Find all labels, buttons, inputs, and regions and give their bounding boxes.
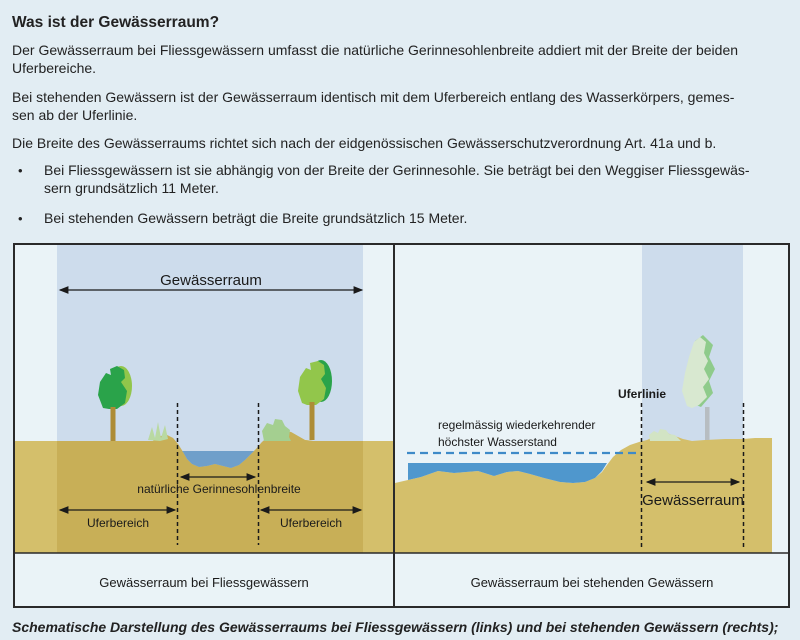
panel-caption: Gewässerraum bei stehenden Gewässern [470,575,714,590]
paragraph-line: Uferbereiche. [12,59,97,76]
panel-caption: Gewässerraum bei Fliessgewässern [99,575,309,590]
fliessgewaesser-diagram [15,245,393,606]
bullet-line: Bei stehenden Gewässern beträgt die Breite grundsätzlich 15 Meter. [44,210,468,226]
bullet-text [44,162,750,197]
paragraph-line: Bei stehenden Gewässern ist der Gewässerraum identisch mit dem Uferbereich entlang des Wasserkörpers, gemes- [12,89,735,105]
uferbereich-label: Uferbereich [279,516,343,530]
uferbereich-label: Uferbereich [86,516,150,530]
page-title: Was ist der Gewässerraum? [12,14,220,31]
diagram-box [13,243,790,608]
paragraph [12,89,734,124]
tree-trunk-icon [111,407,116,441]
tree-trunk-icon [310,402,315,440]
paragraph [12,42,738,77]
figure-caption: Schematische Darstellung des Gewässerraums bei Fliessgewässern (links) und bei stehenden Gewässern (rechts); [12,619,779,635]
gewaesserraum-label: Gewässerraum [160,272,262,289]
paragraph-line: sen ab der Uferlinie. [12,106,138,123]
bullet-icon: • [18,163,23,178]
bullet-text [44,210,467,228]
water-level-label: höchster Wasserstand [438,435,557,449]
uferlinie-label: Uferlinie [617,387,667,401]
gewaesserraum-label: Gewässerraum [642,492,744,509]
stehende-gewaesser-diagram [395,245,788,606]
bullet-item [12,210,467,228]
bullet-line: Bei Fliessgewässern ist sie abhängig von der Breite der Gerinnesohle. Sie beträgt bei den Weggiser Fliessgewäs- [44,162,750,178]
paragraph [12,135,716,153]
bullet-line: sern grundsätzlich 11 Meter. [44,179,219,196]
paragraph-line: Der Gewässerraum bei Fliessgewässern umfasst die natürliche Gerinnesohlenbreite addiert mit der Breite der beiden [12,42,739,58]
water-level-label: regelmässig wiederkehrender [438,418,596,432]
paragraph-line: Die Breite des Gewässerraums richtet sich nach der eidgenössischen Gewässerschutzverordnung Art. 41a und b. [12,135,717,151]
bullet-icon: • [18,211,23,226]
tree-trunk-icon [705,407,710,440]
bullet-item [12,162,750,197]
sohlenbreite-label: natürliche Gerinnesohlenbreite [137,482,301,496]
